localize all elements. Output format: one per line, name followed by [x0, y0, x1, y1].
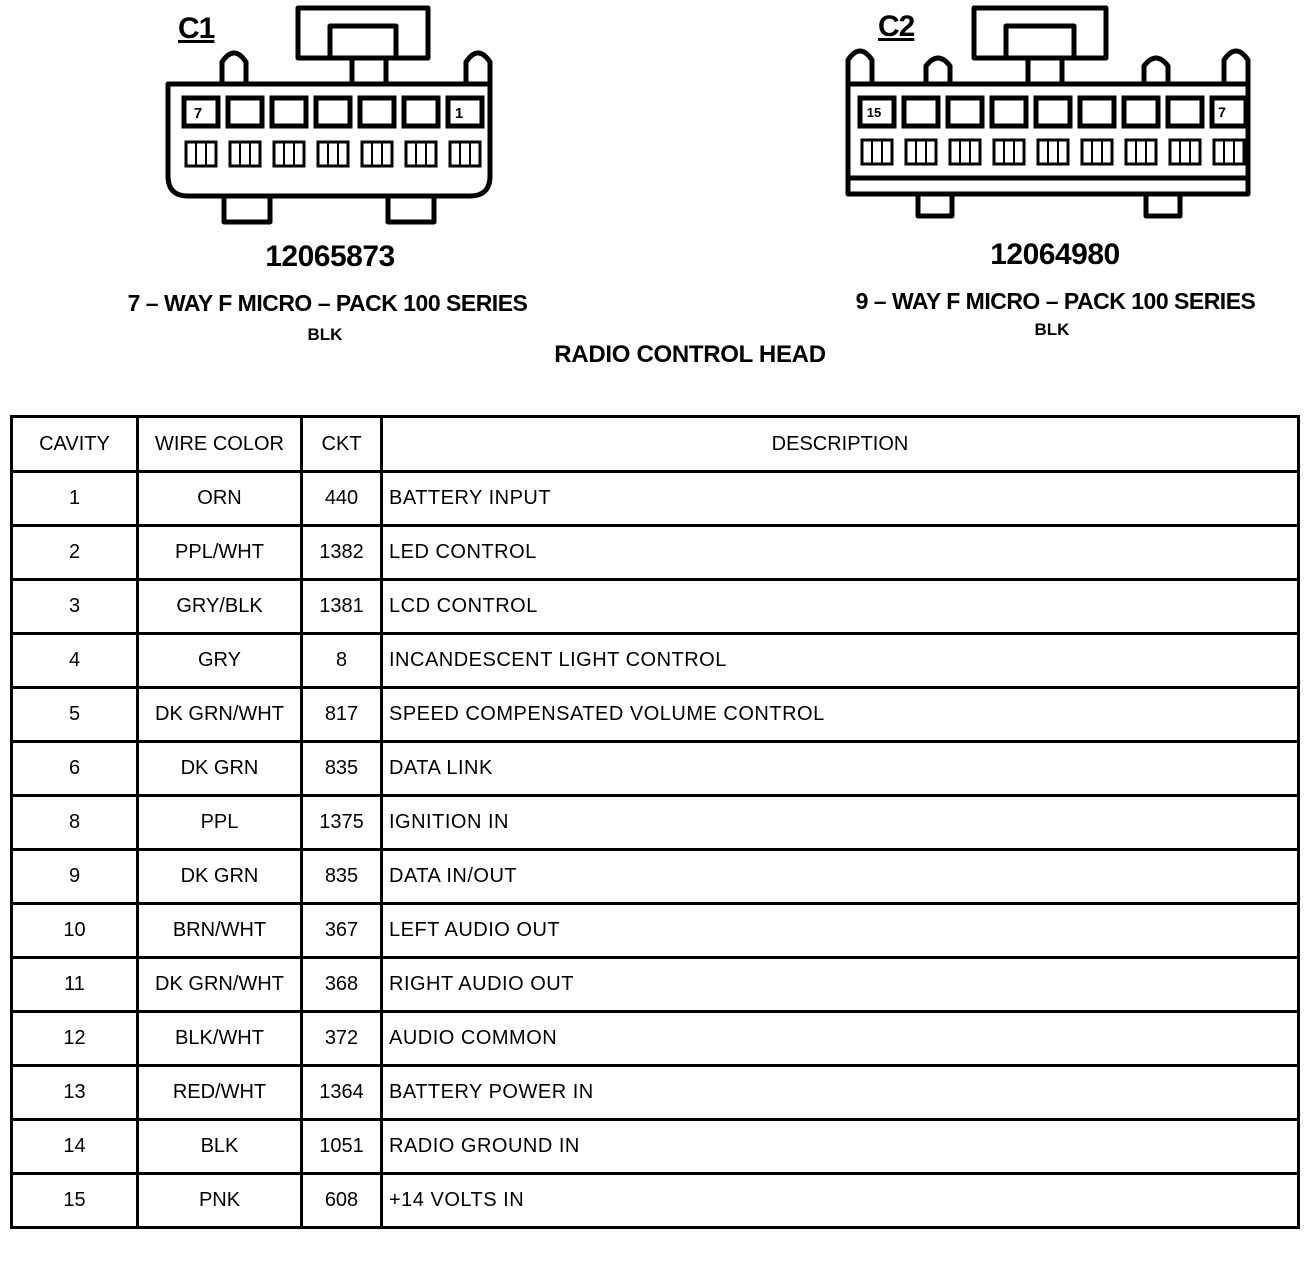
wire-color-cell: RED/WHT	[138, 1066, 302, 1120]
wire-color-cell: BLK/WHT	[138, 1012, 302, 1066]
ckt-cell: 817	[302, 688, 382, 742]
table-row	[12, 742, 1299, 796]
header-ckt: CKT	[302, 417, 382, 472]
cavity-cell: 2	[12, 526, 138, 580]
description-cell: INCANDESCENT LIGHT CONTROL	[382, 634, 1299, 688]
cavity-cell: 4	[12, 634, 138, 688]
ckt-cell: 1381	[302, 580, 382, 634]
c1-cavity-square	[448, 98, 482, 126]
c2-series: 9 – WAY F MICRO – PACK 100 SERIES	[855, 288, 1256, 314]
ckt-cell: 372	[302, 1012, 382, 1066]
cavity-cell: 12	[12, 1012, 138, 1066]
header-wire-color: WIRE COLOR	[138, 417, 302, 472]
cavity-cell: 6	[12, 742, 138, 796]
c1-color: BLK	[307, 325, 343, 344]
wire-color-cell: BRN/WHT	[138, 904, 302, 958]
ckt-cell: 1364	[302, 1066, 382, 1120]
cavity-cell: 1	[12, 472, 138, 526]
wire-color-cell: DK GRN/WHT	[138, 958, 302, 1012]
c1-terminal	[186, 142, 216, 166]
c2-terminal	[950, 140, 980, 164]
c1-series: 7 – WAY F MICRO – PACK 100 SERIES	[127, 290, 528, 316]
description-cell: RADIO GROUND IN	[382, 1120, 1299, 1174]
c2-cavity-square	[904, 98, 938, 126]
c1-pin-last-label: 1	[454, 105, 464, 122]
c2-terminal	[994, 140, 1024, 164]
description-cell: DATA LINK	[382, 742, 1299, 796]
c2-terminal	[1038, 140, 1068, 164]
table-row	[12, 634, 1299, 688]
wire-color-cell: PNK	[138, 1174, 302, 1228]
description-cell: AUDIO COMMON	[382, 1012, 1299, 1066]
table-row	[12, 526, 1299, 580]
ckt-cell: 608	[302, 1174, 382, 1228]
c1-terminal	[274, 142, 304, 166]
description-cell: SPEED COMPENSATED VOLUME CONTROL	[382, 688, 1299, 742]
cavity-cell: 9	[12, 850, 138, 904]
table-row	[12, 1012, 1299, 1066]
header-cavity: CAVITY	[12, 417, 138, 472]
cavity-cell: 11	[12, 958, 138, 1012]
description-cell: BATTERY INPUT	[382, 472, 1299, 526]
cavity-cell: 10	[12, 904, 138, 958]
wire-color-cell: DK GRN	[138, 850, 302, 904]
wire-color-cell: GRY/BLK	[138, 580, 302, 634]
table-header-row	[12, 417, 1299, 472]
wire-color-cell: PPL/WHT	[138, 526, 302, 580]
c2-cavity-square	[1080, 98, 1114, 126]
connector-c2-label: C2	[878, 10, 915, 43]
c2-pin-first-label: 15	[866, 105, 882, 120]
description-cell: DATA IN/OUT	[382, 850, 1299, 904]
ckt-cell: 367	[302, 904, 382, 958]
wire-color-cell: ORN	[138, 472, 302, 526]
header-description: DESCRIPTION	[382, 417, 1299, 472]
c2-cavity-square	[948, 98, 982, 126]
table-row	[12, 850, 1299, 904]
description-cell: LCD CONTROL	[382, 580, 1299, 634]
table-row	[12, 472, 1299, 526]
ckt-cell: 368	[302, 958, 382, 1012]
description-cell: BATTERY POWER IN	[382, 1066, 1299, 1120]
ckt-cell: 1051	[302, 1120, 382, 1174]
table-row	[12, 796, 1299, 850]
pinout-table-body	[12, 472, 1299, 1228]
wire-color-cell: DK GRN	[138, 742, 302, 796]
c1-terminal	[230, 142, 260, 166]
cavity-cell: 13	[12, 1066, 138, 1120]
c1-cavity-square	[316, 98, 350, 126]
ckt-cell: 1375	[302, 796, 382, 850]
table-row	[12, 688, 1299, 742]
description-cell: +14 VOLTS IN	[382, 1174, 1299, 1228]
connector-c2-diagram	[840, 0, 1260, 230]
description-cell: LEFT AUDIO OUT	[382, 904, 1299, 958]
ckt-cell: 1382	[302, 526, 382, 580]
wire-color-cell: GRY	[138, 634, 302, 688]
c1-cavity-square	[228, 98, 262, 126]
ckt-cell: 440	[302, 472, 382, 526]
description-cell: IGNITION IN	[382, 796, 1299, 850]
c2-terminal	[862, 140, 892, 164]
c1-cavity-row	[184, 98, 482, 166]
c2-cavity-row	[860, 98, 1246, 164]
c2-terminal	[906, 140, 936, 164]
table-row	[12, 580, 1299, 634]
c2-terminal	[1214, 140, 1244, 164]
ckt-cell: 835	[302, 742, 382, 796]
c1-cavity-square	[404, 98, 438, 126]
table-row	[12, 1174, 1299, 1228]
c2-pin-last-label: 7	[1218, 104, 1226, 120]
wire-color-cell: BLK	[138, 1120, 302, 1174]
c2-color: BLK	[1034, 320, 1070, 339]
c1-terminal	[406, 142, 436, 166]
table-row	[12, 1066, 1299, 1120]
ckt-cell: 8	[302, 634, 382, 688]
c1-cavity-square	[360, 98, 394, 126]
c2-cavity-square	[1036, 98, 1070, 126]
wire-color-cell: DK GRN/WHT	[138, 688, 302, 742]
table-row	[12, 904, 1299, 958]
c2-cavity-square	[992, 98, 1026, 126]
c1-pin-first-label: 7	[193, 105, 203, 122]
description-cell: LED CONTROL	[382, 526, 1299, 580]
c1-part-number: 12065873	[265, 240, 395, 273]
c1-terminal	[450, 142, 480, 166]
c1-terminal	[362, 142, 392, 166]
table-row	[12, 1120, 1299, 1174]
c2-terminal	[1082, 140, 1112, 164]
connector-c1-label: C1	[178, 12, 215, 45]
cavity-cell: 8	[12, 796, 138, 850]
c1-terminal	[318, 142, 348, 166]
wire-color-cell: PPL	[138, 796, 302, 850]
page-title: RADIO CONTROL HEAD	[554, 341, 826, 368]
ckt-cell: 835	[302, 850, 382, 904]
c2-cavity-square	[1212, 98, 1246, 126]
c2-terminal	[1170, 140, 1200, 164]
c2-terminal	[1126, 140, 1156, 164]
cavity-cell: 14	[12, 1120, 138, 1174]
c2-part-number: 12064980	[990, 238, 1120, 271]
c2-cavity-square	[1168, 98, 1202, 126]
cavity-cell: 15	[12, 1174, 138, 1228]
c2-cavity-square	[1124, 98, 1158, 126]
connector-c1-diagram	[160, 0, 500, 230]
cavity-cell: 3	[12, 580, 138, 634]
cavity-cell: 5	[12, 688, 138, 742]
description-cell: RIGHT AUDIO OUT	[382, 958, 1299, 1012]
table-row	[12, 958, 1299, 1012]
pinout-table	[10, 415, 1300, 1229]
c1-cavity-square	[272, 98, 306, 126]
